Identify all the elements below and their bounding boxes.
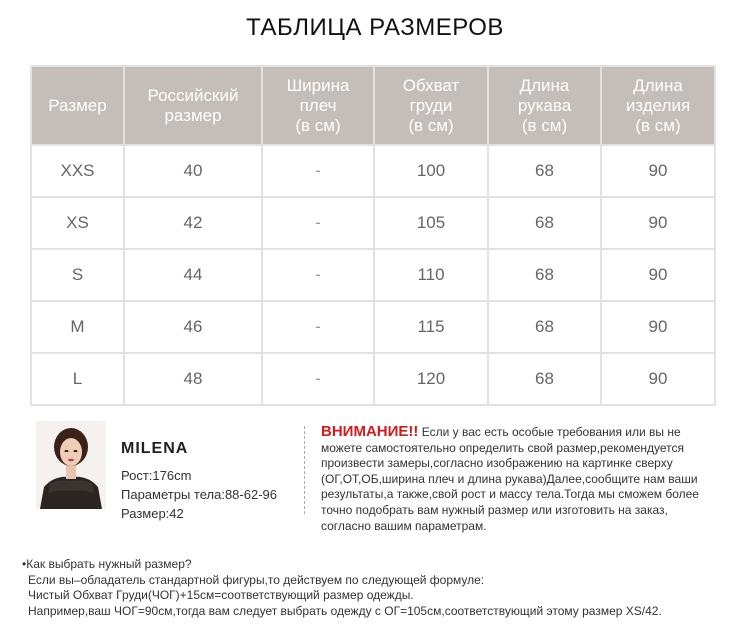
table-cell: 100 <box>374 145 488 197</box>
table-cell: M <box>31 301 124 353</box>
table-cell: 44 <box>124 249 262 301</box>
table-cell: 68 <box>488 145 601 197</box>
table-cell: S <box>31 249 124 301</box>
header-text-line: (в см) <box>521 115 568 135</box>
table-row <box>31 353 715 405</box>
size-guide-line-3: Например,ваш ЧОГ=90см,тогда вам следует выбрать одежду с ОГ=105см,соответствующий этому размер XS/42. <box>28 603 662 618</box>
divider <box>304 426 305 514</box>
table-header-cell <box>488 66 601 145</box>
header-text-line: рукава <box>517 95 572 115</box>
header-text-line: (в см) <box>408 115 454 135</box>
table-header-cell <box>601 66 715 145</box>
table-header-cell <box>31 66 124 145</box>
size-guide <box>22 557 742 619</box>
model-height: Рост:176cm <box>121 468 192 483</box>
table-header-row <box>31 66 715 145</box>
table-cell: - <box>262 353 374 405</box>
table-cell: - <box>262 145 374 197</box>
header-text-line: Российский <box>147 85 239 105</box>
header-text-line: (в см) <box>635 115 681 135</box>
warning-title: ВНИМАНИЕ!! <box>321 423 419 440</box>
model-photo <box>36 421 106 509</box>
table-cell: 46 <box>124 301 262 353</box>
table-cell: XXS <box>31 145 124 197</box>
table-cell: 42 <box>124 197 262 249</box>
table-row <box>31 145 715 197</box>
table-cell: 115 <box>374 301 488 353</box>
header-text-line: Обхват <box>402 75 460 95</box>
table-cell: 90 <box>601 145 715 197</box>
table-cell: 68 <box>488 197 601 249</box>
header-text-line: Длина <box>519 75 570 95</box>
warning-block <box>321 424 716 534</box>
header-text-line: (в см) <box>295 115 341 135</box>
table-header-cell <box>262 66 374 145</box>
header-text-line: изделия <box>625 95 691 115</box>
table-cell: 105 <box>374 197 488 249</box>
header-text-line: Ширина <box>286 75 350 95</box>
header-text-line: плеч <box>299 95 337 115</box>
size-guide-question: •Как выбрать нужный размер? <box>22 557 192 571</box>
table-cell: 90 <box>601 353 715 405</box>
table-row <box>31 249 715 301</box>
page-title: ТАБЛИЦА РАЗМЕРОВ <box>246 14 504 41</box>
table-cell: 68 <box>488 249 601 301</box>
table-cell: 90 <box>601 197 715 249</box>
header-text-line: Длина <box>633 75 683 95</box>
model-size: Размер:42 <box>121 506 184 521</box>
size-guide-line-2: Чистый Обхват Груди(ЧОГ)+15см=соответствующий размер одежды. <box>28 588 414 602</box>
model-params: Параметры тела:88-62-96 <box>121 487 277 502</box>
header-text-line: Размер <box>48 95 107 115</box>
table-cell: - <box>262 301 374 353</box>
header-text-line: груди <box>409 95 453 115</box>
table-cell: 68 <box>488 353 601 405</box>
table-cell: 48 <box>124 353 262 405</box>
size-table <box>30 65 716 406</box>
table-cell: L <box>31 353 124 405</box>
table-cell: 40 <box>124 145 262 197</box>
table-cell: 110 <box>374 249 488 301</box>
table-cell: XS <box>31 197 124 249</box>
header-text-line: размер <box>164 105 222 125</box>
table-cell: 68 <box>488 301 601 353</box>
warning-text: Если у вас есть особые требования или вы не можете самостоятельно определить свой размер,рекомендуется произвести замеры,согласно изображению на картинке сверху (ОГ,ОТ,ОБ,ширина плеч и длина рукава)Далее,сообщите нам ваши результаты,а также,свой рост и массу тела.Тогда мы сможем более точно подобрать вам нужный размер или изготовить на заказ, согласно вашим параметрам. <box>321 425 699 533</box>
table-header-cell <box>124 66 262 145</box>
table-cell: - <box>262 197 374 249</box>
table-cell: - <box>262 249 374 301</box>
table-cell: 90 <box>601 249 715 301</box>
table-header-cell <box>374 66 488 145</box>
table-row <box>31 197 715 249</box>
table-cell: 120 <box>374 353 488 405</box>
table-row <box>31 301 715 353</box>
table-cell: 90 <box>601 301 715 353</box>
model-name: MILENA <box>121 440 189 457</box>
size-guide-line-1: Если вы–обладатель стандартной фигуры,то действуем по следующей формуле: <box>28 572 485 587</box>
